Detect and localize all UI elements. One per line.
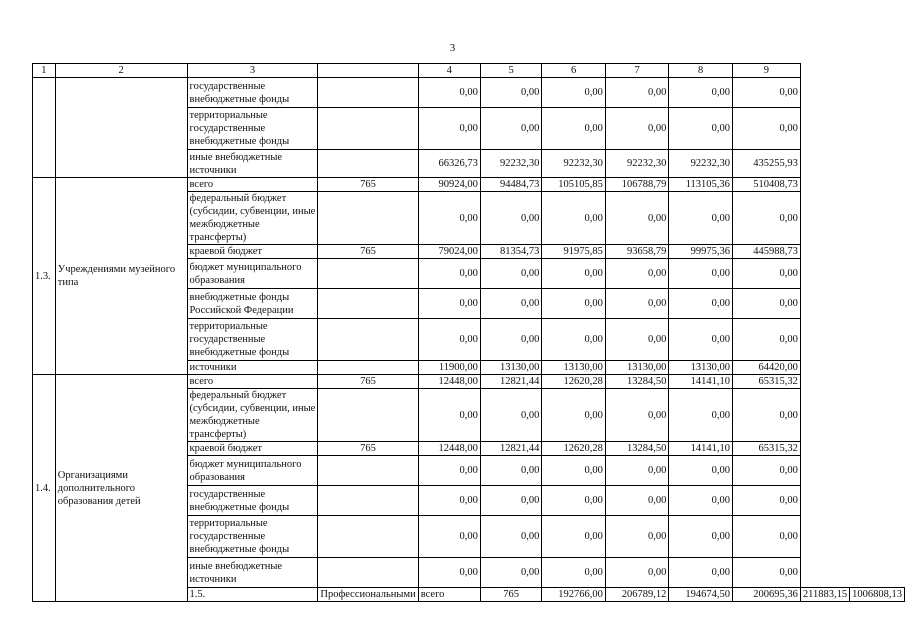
- amount-cell: 13284,50: [605, 375, 669, 389]
- header-cell: 5: [480, 64, 542, 78]
- amount-cell: 0,00: [605, 192, 669, 245]
- funding-source: краевой бюджет: [187, 245, 318, 259]
- amount-cell: 0,00: [480, 319, 542, 361]
- budget-code: 765: [318, 245, 418, 259]
- amount-cell: 0,00: [480, 289, 542, 319]
- header-cell: 7: [605, 64, 669, 78]
- amount-cell: 0,00: [542, 516, 606, 558]
- funding-source: государственные внебюджетные фонды: [187, 78, 318, 108]
- funding-source: внебюджетные фонды Российской Федерации: [187, 289, 318, 319]
- institution-name: [55, 78, 187, 178]
- amount-cell: 211883,15: [800, 588, 849, 602]
- amount-cell: 92232,30: [542, 150, 606, 178]
- amount-cell: 113105,36: [669, 178, 733, 192]
- budget-code: [318, 192, 418, 245]
- funding-source: федеральный бюджет (субсидии, субвенции, иные межбюджетные трансферты): [187, 389, 318, 442]
- amount-cell: 0,00: [605, 486, 669, 516]
- amount-cell: 0,00: [605, 259, 669, 289]
- row-index: [33, 78, 56, 178]
- amount-cell: 0,00: [418, 516, 480, 558]
- amount-cell: 66326,73: [418, 150, 480, 178]
- row-index: 1.4.: [33, 375, 56, 602]
- institution-name: Профессиональными: [318, 588, 418, 602]
- amount-cell: 92232,30: [605, 150, 669, 178]
- amount-cell: 0,00: [605, 558, 669, 588]
- amount-cell: 105105,85: [542, 178, 606, 192]
- amount-cell: 0,00: [418, 558, 480, 588]
- table-body: [33, 64, 905, 602]
- funding-source: всего: [187, 178, 318, 192]
- amount-cell: 206789,12: [605, 588, 669, 602]
- budget-code: [318, 319, 418, 361]
- amount-cell: 12448,00: [418, 375, 480, 389]
- amount-cell: 0,00: [418, 389, 480, 442]
- amount-cell: 0,00: [418, 192, 480, 245]
- amount-cell: 14141,10: [669, 375, 733, 389]
- amount-cell: 13284,50: [605, 442, 669, 456]
- budget-code: [318, 289, 418, 319]
- budget-code: 765: [318, 442, 418, 456]
- budget-code: 765: [318, 375, 418, 389]
- amount-cell: 0,00: [732, 78, 800, 108]
- amount-cell: 0,00: [542, 108, 606, 150]
- amount-cell: 64420,00: [732, 361, 800, 375]
- budget-code: [318, 558, 418, 588]
- amount-cell: 0,00: [418, 456, 480, 486]
- amount-cell: 13130,00: [605, 361, 669, 375]
- amount-cell: 0,00: [418, 259, 480, 289]
- funding-source: иные внебюджетные источники: [187, 150, 318, 178]
- amount-cell: 65315,32: [732, 375, 800, 389]
- amount-cell: 0,00: [605, 108, 669, 150]
- funding-source: бюджет муниципального образования: [187, 456, 318, 486]
- amount-cell: 94484,73: [480, 178, 542, 192]
- amount-cell: 14141,10: [669, 442, 733, 456]
- table-row: [33, 78, 905, 108]
- amount-cell: 0,00: [669, 108, 733, 150]
- amount-cell: 0,00: [418, 78, 480, 108]
- amount-cell: 200695,36: [732, 588, 800, 602]
- header-cell: 9: [732, 64, 800, 78]
- funding-source: всего: [418, 588, 480, 602]
- table-row: [33, 375, 905, 389]
- amount-cell: 0,00: [669, 486, 733, 516]
- table-row: [33, 178, 905, 192]
- amount-cell: 0,00: [480, 259, 542, 289]
- page-number: 3: [449, 42, 456, 54]
- amount-cell: 0,00: [480, 78, 542, 108]
- amount-cell: 13130,00: [480, 361, 542, 375]
- amount-cell: 99975,36: [669, 245, 733, 259]
- funding-source: государственные внебюджетные фонды: [187, 486, 318, 516]
- funding-source: источники: [187, 361, 318, 375]
- amount-cell: 0,00: [542, 78, 606, 108]
- amount-cell: 0,00: [732, 319, 800, 361]
- budget-code: 765: [318, 178, 418, 192]
- budget-code: [318, 259, 418, 289]
- amount-cell: 0,00: [605, 389, 669, 442]
- budget-code: 765: [480, 588, 542, 602]
- institution-name: Учреждениями музейного типа: [55, 178, 187, 375]
- funding-source: федеральный бюджет (субсидии, субвенции, иные межбюджетные трансферты): [187, 192, 318, 245]
- header-cell: 6: [542, 64, 606, 78]
- amount-cell: 0,00: [732, 192, 800, 245]
- amount-cell: 0,00: [418, 486, 480, 516]
- amount-cell: 13130,00: [542, 361, 606, 375]
- amount-cell: 0,00: [480, 108, 542, 150]
- budget-code: [318, 108, 418, 150]
- amount-cell: 0,00: [480, 389, 542, 442]
- amount-cell: 92232,30: [669, 150, 733, 178]
- amount-cell: 0,00: [732, 289, 800, 319]
- amount-cell: 81354,73: [480, 245, 542, 259]
- amount-cell: 0,00: [605, 289, 669, 319]
- amount-cell: 0,00: [480, 456, 542, 486]
- amount-cell: 0,00: [480, 516, 542, 558]
- funding-source: краевой бюджет: [187, 442, 318, 456]
- amount-cell: 0,00: [542, 486, 606, 516]
- amount-cell: 0,00: [669, 192, 733, 245]
- amount-cell: 0,00: [542, 456, 606, 486]
- amount-cell: 92232,30: [480, 150, 542, 178]
- amount-cell: 79024,00: [418, 245, 480, 259]
- funding-source: бюджет муниципального образования: [187, 259, 318, 289]
- amount-cell: 0,00: [669, 319, 733, 361]
- institution-name: Организациями дополнительного образования детей: [55, 375, 187, 602]
- amount-cell: 0,00: [605, 319, 669, 361]
- amount-cell: 0,00: [732, 456, 800, 486]
- budget-code: [318, 150, 418, 178]
- amount-cell: 0,00: [605, 78, 669, 108]
- amount-cell: 12821,44: [480, 375, 542, 389]
- amount-cell: 11900,00: [418, 361, 480, 375]
- amount-cell: 1006808,13: [850, 588, 905, 602]
- amount-cell: 13130,00: [669, 361, 733, 375]
- amount-cell: 0,00: [669, 259, 733, 289]
- amount-cell: 0,00: [669, 78, 733, 108]
- row-index: 1.3.: [33, 178, 56, 375]
- amount-cell: 65315,32: [732, 442, 800, 456]
- budget-table: [32, 63, 905, 602]
- amount-cell: 12821,44: [480, 442, 542, 456]
- budget-code: [318, 78, 418, 108]
- budget-code: [318, 361, 418, 375]
- header-cell: 3: [187, 64, 318, 78]
- amount-cell: 0,00: [732, 486, 800, 516]
- amount-cell: 510408,73: [732, 178, 800, 192]
- funding-source: иные внебюджетные источники: [187, 558, 318, 588]
- amount-cell: 0,00: [732, 516, 800, 558]
- funding-source: территориальные государственные внебюджетные фонды: [187, 108, 318, 150]
- header-cell: 8: [669, 64, 733, 78]
- amount-cell: 0,00: [542, 319, 606, 361]
- amount-cell: 0,00: [732, 558, 800, 588]
- amount-cell: 0,00: [732, 389, 800, 442]
- amount-cell: 0,00: [480, 192, 542, 245]
- amount-cell: 12620,28: [542, 375, 606, 389]
- amount-cell: 0,00: [418, 289, 480, 319]
- amount-cell: 0,00: [418, 319, 480, 361]
- budget-code: [318, 486, 418, 516]
- header-row: [33, 64, 905, 78]
- amount-cell: 0,00: [732, 108, 800, 150]
- amount-cell: 0,00: [480, 486, 542, 516]
- amount-cell: 0,00: [732, 259, 800, 289]
- amount-cell: 435255,93: [732, 150, 800, 178]
- amount-cell: 90924,00: [418, 178, 480, 192]
- amount-cell: 0,00: [605, 456, 669, 486]
- amount-cell: 12448,00: [418, 442, 480, 456]
- budget-code: [318, 456, 418, 486]
- header-cell: 1: [33, 64, 56, 78]
- amount-cell: 0,00: [418, 108, 480, 150]
- amount-cell: 0,00: [669, 289, 733, 319]
- funding-source: территориальные государственные внебюджетные фонды: [187, 516, 318, 558]
- amount-cell: 0,00: [542, 389, 606, 442]
- amount-cell: 91975,85: [542, 245, 606, 259]
- header-cell: [318, 64, 418, 78]
- budget-code: [318, 389, 418, 442]
- amount-cell: 192766,00: [542, 588, 606, 602]
- amount-cell: 0,00: [605, 516, 669, 558]
- amount-cell: 0,00: [542, 558, 606, 588]
- amount-cell: 194674,50: [669, 588, 733, 602]
- amount-cell: 0,00: [669, 516, 733, 558]
- amount-cell: 0,00: [669, 389, 733, 442]
- amount-cell: 0,00: [669, 558, 733, 588]
- amount-cell: 0,00: [542, 192, 606, 245]
- header-cell: 4: [418, 64, 480, 78]
- header-cell: 2: [55, 64, 187, 78]
- funding-source: всего: [187, 375, 318, 389]
- amount-cell: 93658,79: [605, 245, 669, 259]
- amount-cell: 12620,28: [542, 442, 606, 456]
- budget-code: [318, 516, 418, 558]
- amount-cell: 0,00: [669, 456, 733, 486]
- row-index: 1.5.: [187, 588, 318, 602]
- amount-cell: 0,00: [480, 558, 542, 588]
- amount-cell: 445988,73: [732, 245, 800, 259]
- funding-source: территориальные государственные внебюджетные фонды: [187, 319, 318, 361]
- amount-cell: 0,00: [542, 259, 606, 289]
- amount-cell: 0,00: [542, 289, 606, 319]
- amount-cell: 106788,79: [605, 178, 669, 192]
